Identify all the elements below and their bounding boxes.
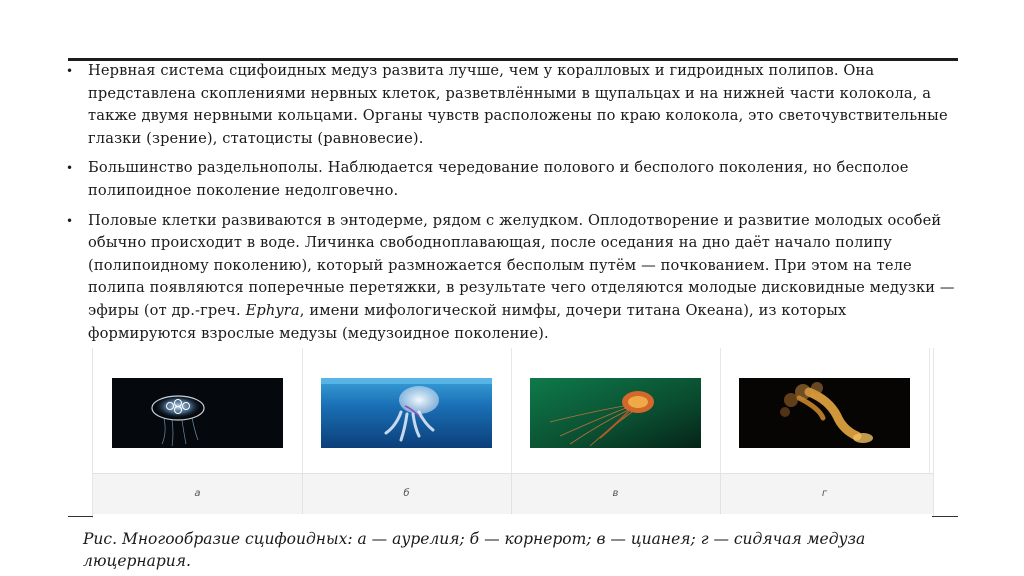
figure-cell-d: [720, 348, 930, 473]
figure-label-b: б: [302, 474, 512, 514]
bullet-text: Нервная система сцифоидных медуз развита лучше, чем у коралловых и гидроидных полипов. Она представлена скоплениями нервных клеток, разветвлёнными в щупальцах и на нижней части колокола, а также двумя нервными кольцами. Органы чувств расположены по краю колокола, это светочувствительные глазки (зрение), статоцисты (равновесие).: [88, 62, 948, 147]
bullet-text-part: Половые клетки развиваются в энтодерме, рядом с желудком. Оплодотворение и развитие молодых особей обычно происходит в воде. Личинка свободноплавающая, после оседания на дно даёт начало полипу (полипоидному поколению), который размножается бесполым путём — почкованием. При этом на теле полипа появляются поперечные перетяжки, в результате чего отделяются молодые дисковидные медузки — эфиры (от др.-греч.: [88, 211, 955, 319]
aurelia-jellyfish-photo: [112, 378, 283, 448]
bullet-marker: •: [66, 64, 74, 78]
ephyra-term: Ephyra: [245, 301, 300, 319]
bullet-list: [60, 60, 955, 352]
bottom-divider-left: [68, 516, 93, 517]
bullet-marker: •: [66, 213, 74, 228]
figure-label-row: [93, 473, 933, 514]
figure-cell-a: [93, 348, 303, 473]
bullet-text: Большинство раздельнополы. Наблюдается чередование полового и бесполого поколения, но бесполое полипоидное поколение недолговечно.: [88, 159, 909, 199]
figure-label-d: г: [821, 488, 828, 499]
bullet-text: [88, 212, 955, 342]
bottom-divider-right: [932, 516, 958, 517]
figure-label-c: в: [511, 474, 721, 514]
bullet-marker: •: [66, 161, 74, 176]
bullet-item-development: [60, 210, 955, 346]
bullet-item-nervous-system: [60, 60, 955, 150]
figure-cell-c: [511, 348, 721, 473]
figure-panel: [92, 348, 934, 518]
figure-caption: Рис. Многообразие сцифоидных: а — аурелия; б — корнерот; в — цианея; г — сидячая медуза люцернария.: [83, 530, 866, 570]
figure-cell-b: [302, 348, 512, 473]
cyanea-jellyfish-photo: [530, 378, 701, 448]
bullet-text-part: , имени мифологической нимфы, дочери титана Океана), из которых формируются взрослые медузы (медузоидное поколение).: [88, 301, 847, 342]
lucernaria-stalked-jellyfish-photo: [739, 378, 910, 448]
rhizostoma-jellyfish-photo: [321, 378, 492, 448]
figure-label-a: а: [93, 474, 303, 514]
bullet-item-reproduction: [60, 157, 955, 202]
